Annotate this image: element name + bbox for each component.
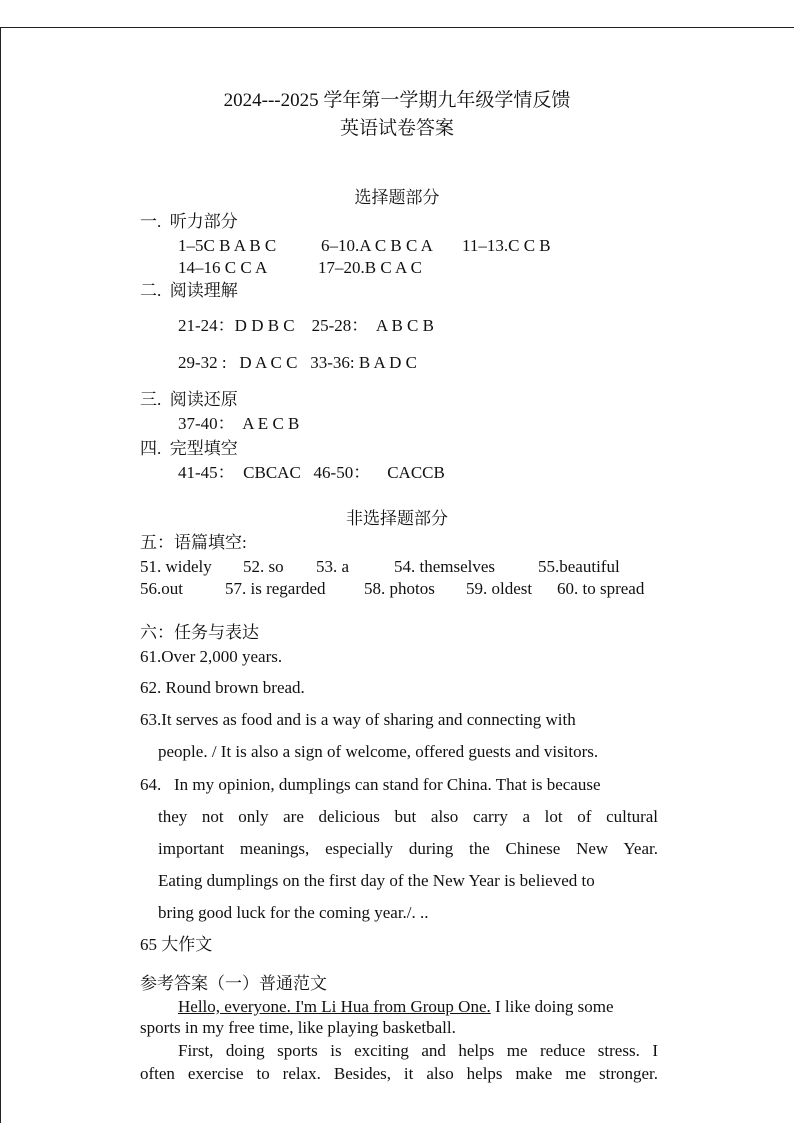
doc-title: 2024---2025 学年第一学期九年级学情反馈: [223, 90, 571, 111]
essay-line: [178, 997, 614, 1017]
part1-heading: 一. 听力部分: [140, 212, 238, 231]
blank-answer: 54. themselves: [394, 557, 496, 576]
answer-63-line: 63.It serves as food and is a way of sharing and connecting with: [140, 710, 576, 729]
essay-line: First, doing sports is exciting and helps me reduce stress. I: [178, 1041, 658, 1060]
blank-answer: 58. photos: [364, 579, 435, 598]
answer-group: 17–20.B C A C: [318, 258, 422, 277]
blank-answer: 55.beautiful: [538, 557, 620, 576]
essay-intro-rest: I like doing some: [490, 997, 614, 1016]
section-heading-nonchoice: 非选择题部分: [346, 509, 448, 528]
blank-answer: 52. so: [243, 557, 284, 576]
page-border-top: [0, 27, 794, 28]
blank-answer: 56.out: [140, 579, 183, 598]
part3-heading: 三. 阅读还原: [140, 390, 238, 409]
blank-answer: 51. widely: [140, 557, 212, 576]
part7-heading: 65 大作文: [140, 935, 213, 954]
answer-group: 11–13.C C B: [462, 236, 551, 255]
answer-group: 1–5C B A B C: [178, 236, 277, 255]
reference-answer-label: 参考答案（一）普通范文: [140, 974, 327, 993]
answer-64-line: 64. In my opinion, dumplings can stand for China. That is because: [140, 775, 601, 794]
answer-line: 21-24：D D B C 25-28： A B C B: [178, 316, 434, 335]
part5-heading: 五：语篇填空:: [140, 533, 247, 552]
answer-line: 29-32 : D A C C 33-36: B A D C: [178, 353, 417, 372]
answer-64-line: Eating dumplings on the first day of the New Year is believed to: [158, 871, 595, 890]
answer-64-line: bring good luck for the coming year./. ..: [158, 903, 429, 922]
answer-62: 62. Round brown bread.: [140, 678, 305, 697]
blank-answer: 59. oldest: [466, 579, 533, 598]
blank-answer: 60. to spread: [557, 579, 645, 598]
answer-61: 61.Over 2,000 years.: [140, 647, 283, 666]
part2-heading: 二. 阅读理解: [140, 281, 238, 300]
answer-group: 6–10.A C B C A: [321, 236, 433, 255]
answer-64-line: they not only are delicious but also carry a lot of cultural: [158, 807, 658, 826]
answer-64-line: important meanings, especially during the Chinese New Year.: [158, 839, 658, 858]
answer-63-line: people. / It is also a sign of welcome, offered guests and visitors.: [158, 742, 599, 761]
blank-answer: 57. is regarded: [225, 579, 326, 598]
section-heading-choice: 选择题部分: [354, 188, 440, 207]
blank-answer: 53. a: [316, 557, 350, 576]
essay-underlined-intro: Hello, everyone. I'm Li Hua from Group One.: [178, 997, 491, 1016]
answer-line: 37-40： A E C B: [178, 414, 300, 433]
part4-heading: 四. 完型填空: [140, 439, 238, 458]
doc-subtitle: 英语试卷答案: [339, 118, 454, 139]
answer-group: 14–16 C C A: [178, 258, 268, 277]
essay-line: sports in my free time, like playing basketball.: [140, 1018, 456, 1037]
part6-heading: 六：任务与表达: [140, 623, 259, 642]
answer-line: 41-45： CBCAC 46-50： CACCB: [178, 463, 445, 482]
essay-line: often exercise to relax. Besides, it also helps make me stronger.: [140, 1064, 658, 1083]
